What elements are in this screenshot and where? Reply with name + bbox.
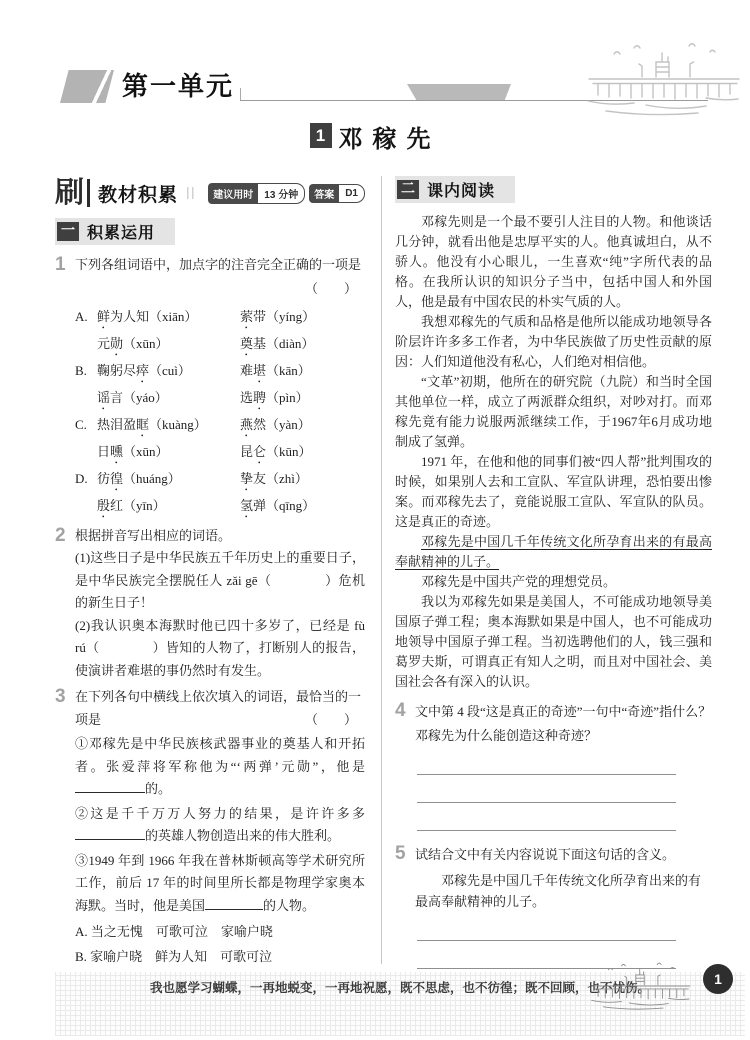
- option-row: [75, 386, 365, 413]
- option-label: A.: [75, 308, 88, 324]
- question-number: 1: [55, 254, 66, 275]
- lesson-title: 邓稼先: [338, 127, 441, 153]
- passage-paragraph: 1971 年，在他和他的同事们被“四人帮”批判围攻的时候，如果别人去和工宣队、军宣队讲理，恐怕要出惨案。而邓稼先去了，竟能说服工宣队、军宣队的队员。这是真正的奇迹。: [395, 454, 712, 529]
- q2-item: (1)这些日子是中华民族五千年历史上的重要日子，是中华民族完全摆脱任人 zǎi gē（ ）危机的新生日子！: [75, 550, 365, 610]
- time-badge: [208, 183, 305, 204]
- fill-blank[interactable]: [75, 780, 145, 793]
- stripe-decoration: [187, 187, 197, 199]
- question-4: [395, 700, 712, 831]
- word-with-pinyin: 谣言（yáo）: [97, 389, 168, 405]
- section-title: 积累运用: [87, 225, 156, 242]
- answer-paren[interactable]: （ ）: [304, 280, 357, 296]
- option-row: [75, 332, 365, 359]
- q1-option-rows: [75, 305, 365, 521]
- answer-line[interactable]: [417, 802, 676, 803]
- unit-title: 第一单元: [122, 71, 235, 101]
- word-with-pinyin: 元勋（xūn）: [97, 335, 169, 351]
- option-row: [75, 440, 365, 467]
- option-row: [75, 413, 365, 440]
- option-row: [75, 359, 365, 386]
- lesson-number-box: 1: [310, 123, 332, 148]
- word-with-pinyin: 鞠躬尽瘁（cuì）: [97, 362, 191, 378]
- column-divider: [381, 176, 382, 964]
- word-with-pinyin: 昆仑（kūn）: [240, 443, 312, 459]
- section-title: 课内阅读: [427, 183, 496, 200]
- quote-text: 邓稼先是中国几千年传统文化所孕育出来的有最高奉献精神的儿子。: [415, 872, 702, 909]
- right-column: [395, 176, 712, 964]
- question-text: 下列各组词语中，加点字的注音完全正确的一项是: [75, 257, 362, 272]
- pier-illustration-top: [584, 40, 744, 118]
- q3-option: A. 当之无愧 可歌可泣 家喻户晓: [75, 924, 273, 939]
- brand-logo: 刷: [55, 176, 85, 209]
- answer-line[interactable]: [417, 830, 676, 831]
- reading-passage: [395, 212, 712, 692]
- question-text: 在下列各句中横线上依次填入的词语，最恰当的一项是 （ ）: [75, 686, 365, 731]
- q3-sentence: ②这是千千万万人努力的结果，是许许多多的英雄人物创造出来的伟大胜利。: [75, 805, 365, 843]
- option-label: C.: [75, 416, 87, 432]
- lesson-title-block: [0, 119, 750, 154]
- word-with-pinyin: 氢弹（qīng）: [240, 497, 316, 513]
- page-number-badge: 1: [703, 964, 733, 994]
- unit-flag-shape: [60, 70, 114, 103]
- answer-line[interactable]: [417, 940, 676, 941]
- passage-paragraph: “文革”初期，他所在的研究院（九院）和当时全国其他单位一样，成立了两派群众组织，对吵对打。而邓稼先竟有能力说服两派继续工作，于1967年6月成功地制成了氢弹。: [395, 374, 712, 449]
- question-2: [55, 525, 365, 683]
- word-with-pinyin: 燕然（yàn）: [240, 416, 311, 432]
- word-with-pinyin: 奠基（diàn）: [240, 335, 315, 351]
- question-number: 3: [55, 686, 66, 707]
- option-row: [75, 467, 365, 494]
- question-text: 文中第 4 段“这是真正的奇迹”一句中“奇迹”指什么？邓稼先为什么能创造这种奇迹？: [415, 704, 712, 743]
- answer-badge-label: 答案: [309, 184, 339, 203]
- brand-logo-bar: [87, 179, 90, 207]
- question-1: [55, 254, 365, 521]
- question-text: 根据拼音写出相应的词语。: [75, 527, 232, 543]
- time-badge-value: 13 分钟: [258, 183, 305, 204]
- passage-paragraph: 邓稼先是中国共产党的理想党员。: [421, 574, 617, 589]
- section-number-box: 一: [57, 222, 79, 241]
- option-label: [75, 440, 97, 467]
- passage-paragraph-underlined: 邓稼先是中国几千年传统文化所孕育出来的有最高奉献精神的儿子。: [395, 534, 712, 569]
- passage-paragraph: 我以为邓稼先如果是美国人，不可能成功地领导美国原子弹工程；奥本海默如果是中国人，也不可能成功地领导中国原子弹工程。当初选聘他们的人，钱三强和葛罗夫斯，可谓真正有知人之明，而且对中国社会、美国社会各有深入的认识。: [395, 594, 712, 689]
- option-label: [75, 332, 97, 359]
- section-header-reading: [395, 176, 515, 203]
- word-with-pinyin: 鲜为人知（xiān）: [97, 308, 198, 324]
- footer-motto: 我也愿学习蝴蝶，一再地蜕变，一再地祝愿，既不思虑，也不彷徨；既不回顾，也不忧伤。: [149, 981, 650, 995]
- word-with-pinyin: 殷红（yīn）: [97, 497, 166, 513]
- word-with-pinyin: 难堪（kān）: [240, 362, 311, 378]
- word-with-pinyin: 热泪盈眶（kuàng）: [97, 416, 207, 432]
- question-number: 4: [395, 700, 406, 721]
- page-footer: [55, 972, 745, 1036]
- option-row: [75, 494, 365, 521]
- section-number-box: 二: [397, 180, 419, 199]
- left-column: [55, 176, 365, 964]
- q3-option: B. 家喻户晓 鲜为人知 可歌可泣: [75, 948, 273, 964]
- option-label: [75, 494, 97, 521]
- option-label: [75, 386, 97, 413]
- option-row: [75, 305, 365, 332]
- answer-badge: [309, 184, 365, 203]
- pier-illustration-bottom: [589, 960, 693, 1012]
- q2-item: (2)我认识奥本海默时他已四十多岁了，已经是 fù rú（ ）皆知的人物了，打断别人的报告，使演讲者难堪的事仍然时有发生。: [75, 617, 365, 678]
- answer-badge-value: D1: [339, 184, 365, 203]
- passage-paragraph: 邓稼先则是一个最不要引人注目的人物。和他谈话几分钟，就看出他是忠厚平实的人。他真诚坦白，从不骄人。他没有小心眼儿，一生喜欢“纯”字所代表的品格。在我所认识的知识分子当中，包括中国人和外国人，他是最有中国农民的朴实气质的人。: [395, 214, 712, 309]
- option-label: B.: [75, 362, 87, 378]
- q3-sentence: ③1949 年到 1966 年我在普林斯顿高等学术研究所工作，前后 17 年的时间里所长都是物理学家奥本海默。当时，他是美国 的人物。: [75, 852, 365, 913]
- time-badge-label: 建议用时: [208, 183, 258, 204]
- word-with-pinyin: 彷徨（huáng）: [97, 470, 181, 486]
- option-label: D.: [75, 470, 88, 486]
- word-with-pinyin: 萦带（yíng）: [240, 308, 316, 324]
- module-title: 教材积累: [98, 184, 179, 206]
- answer-line[interactable]: [417, 774, 676, 775]
- passage-paragraph: 我想邓稼先的气质和品格是他所以能成功地领导各阶层许许多多工作者，为中华民族做了历史性贡献的原因：人们知道他没有私心，人们绝对相信他。: [395, 314, 712, 369]
- fill-blank[interactable]: [205, 897, 263, 910]
- section-header-accumulation: [55, 218, 175, 245]
- question-text: 试结合文中有关内容说说下面这句话的含义。: [415, 847, 676, 862]
- word-with-pinyin: 日曛（xūn）: [97, 443, 169, 459]
- question-number: 5: [395, 843, 406, 864]
- answer-paren[interactable]: （ ）: [304, 711, 357, 727]
- question-number: 2: [55, 524, 66, 546]
- question-3: [55, 686, 365, 1018]
- q3-sentence: ①邓稼先是中华民族核武器事业的奠基人和开拓者。张爱萍将军称他为“‘两弹’元勋”，他是的。: [75, 736, 365, 796]
- module-header: [55, 176, 365, 210]
- word-with-pinyin: 选聘（pìn）: [240, 389, 309, 405]
- header-trapezoid: [407, 84, 511, 100]
- fill-blank[interactable]: [75, 827, 145, 840]
- word-with-pinyin: 挚友（zhì）: [240, 470, 308, 486]
